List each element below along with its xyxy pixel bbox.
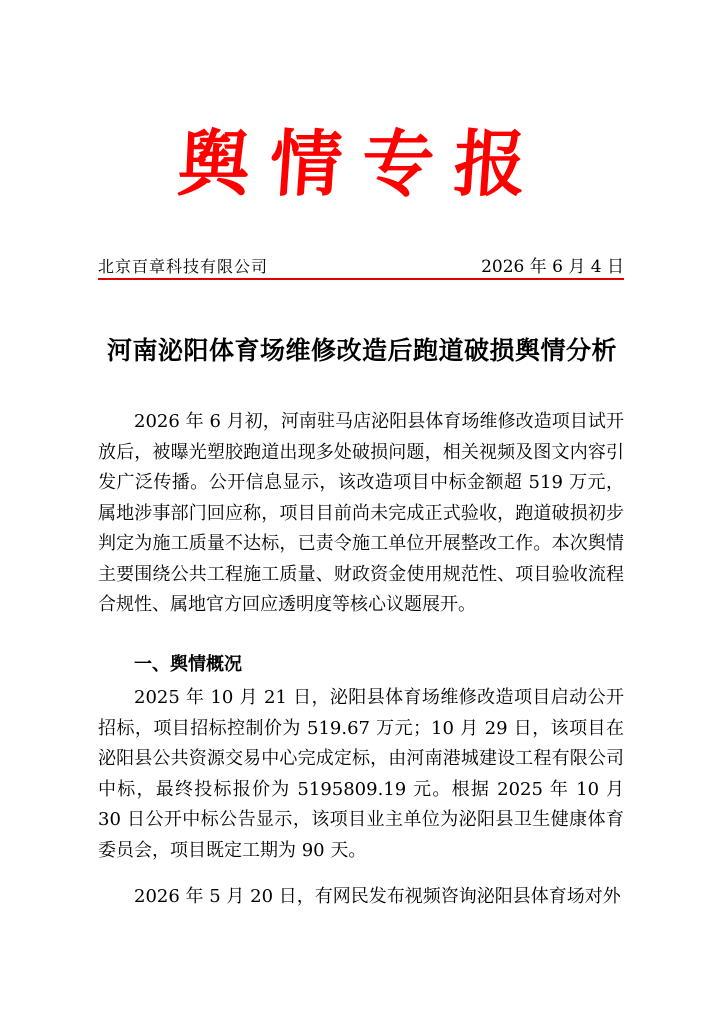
header-rule [98,278,624,280]
overview-paragraph: 2025 年 10 月 21 日，泌阳县体育场维修改造项目启动公开招标，项目招标控制价为 519.67 万元；10 月 29 日，该项目在泌阳县公共资源交易中心完成定标，由河南港城建设工程有限公司中标，最终投标报价为 5195809.19 元。根据 2025 年 10 月 30 日公开中标公告显示，该项目业主单位为泌阳县卫生健康体育委员会，项目既定工期为 90 天。 [98,687,624,861]
masthead-title: 舆情专报 [175,121,550,206]
issuing-organization: 北京百章科技有限公司 [98,257,269,276]
intro-paragraph: 2026 年 6 月初，河南驻马店泌阳县体育场维修改造项目试开放后，被曝光塑胶跑道出现多处破损问题，相关视频及图文内容引发广泛传播。公开信息显示，该改造项目中标金额超 519 万元，属地涉事部门回应称，项目目前尚未完成正式验收，跑道破损初步判定为施工质量不达标，已责令施工单位开展整改工作。本次舆情主要围绕公共工程施工质量、财政资金使用规范性、项目验收流程合规性、属地官方回应透明度等核心议题展开。 [98,411,624,615]
section-heading: 一、舆情概况 [134,654,242,675]
document-title: 河南泌阳体育场维修改造后跑道破损舆情分析 [106,336,617,365]
issue-date: 2026 年 6 月 4 日 [481,257,624,277]
timeline-paragraph: 2026 年 5 月 20 日，有网民发布视频咨询泌阳县体育场对外 [134,886,621,907]
document-meta [98,256,624,278]
